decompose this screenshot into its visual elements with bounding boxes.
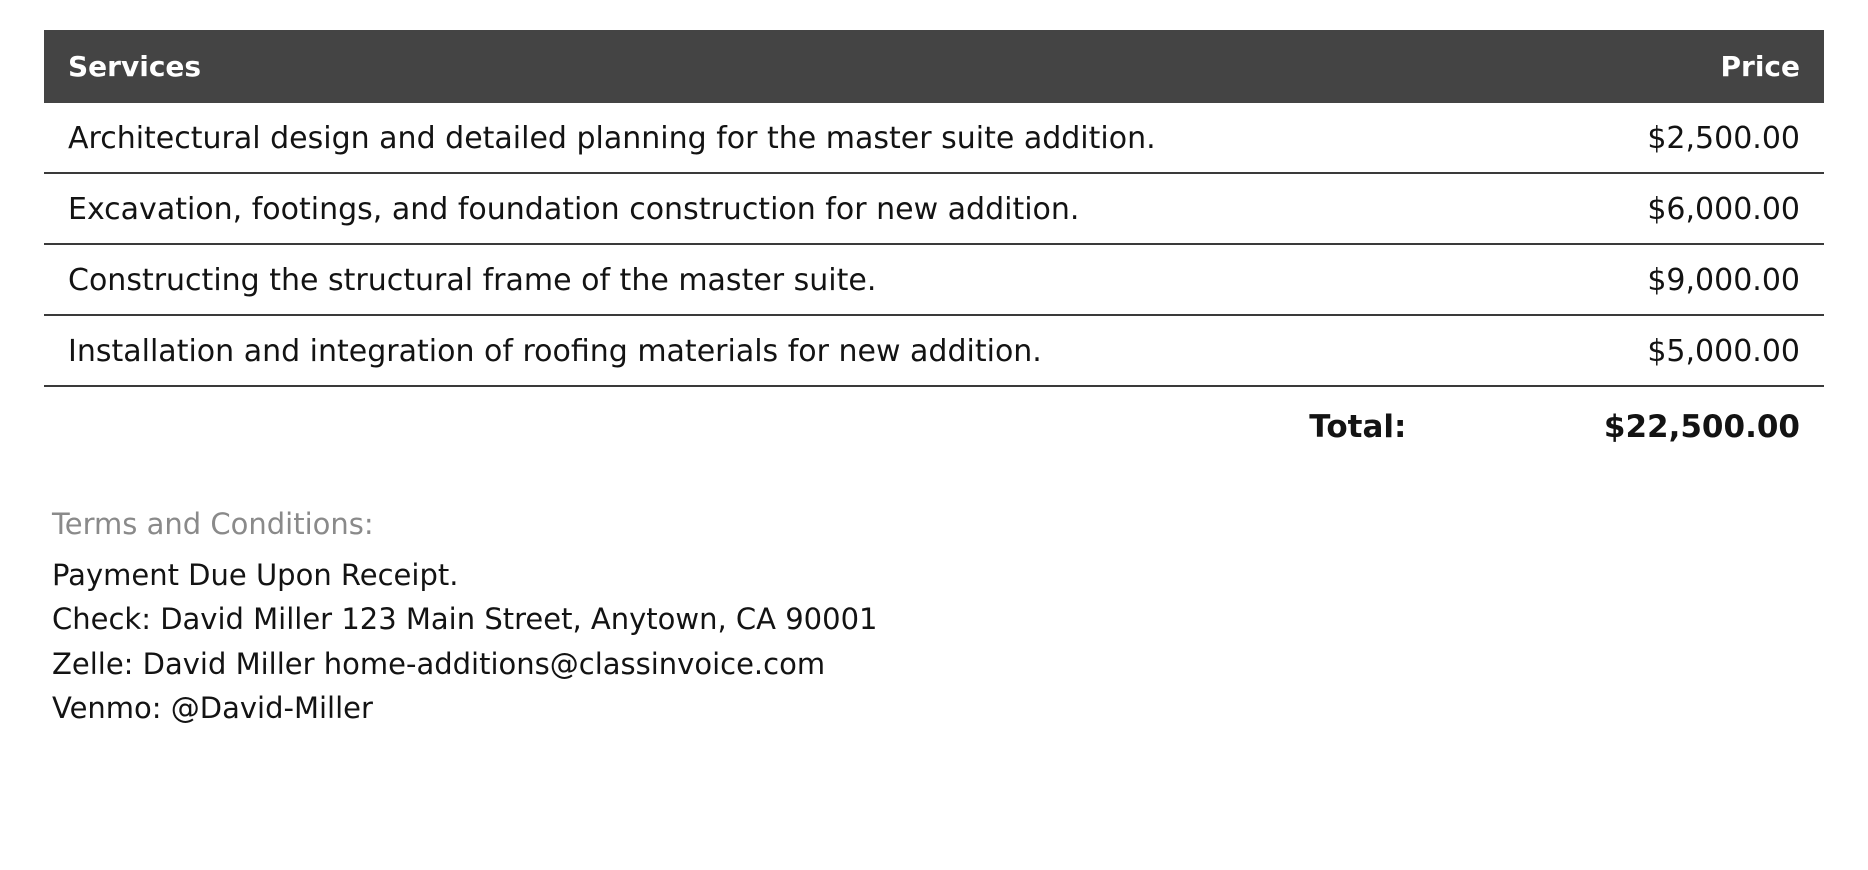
total-value: $22,500.00 — [1603, 409, 1800, 445]
table-row — [44, 103, 1824, 173]
terms-line-payment: Payment Due Upon Receipt. — [52, 558, 459, 592]
service-description: Excavation, footings, and foundation construction for new addition. — [44, 173, 1432, 244]
service-description: Installation and integration of roofing materials for new addition. — [44, 315, 1432, 386]
column-header-price: Price — [1432, 30, 1824, 103]
total-label: Total: — [1309, 409, 1407, 445]
service-price: $5,000.00 — [1432, 315, 1824, 386]
terms-and-conditions-section — [44, 507, 1824, 730]
table-header — [44, 30, 1824, 103]
table-row — [44, 315, 1824, 386]
terms-line-venmo: Venmo: @David-Miller — [52, 691, 373, 726]
service-price: $6,000.00 — [1432, 173, 1824, 244]
service-price: $9,000.00 — [1432, 244, 1824, 315]
service-price: $2,500.00 — [1432, 103, 1824, 173]
table-header-row — [44, 30, 1824, 103]
table-body — [44, 103, 1824, 461]
terms-line-zelle: Zelle: David Miller home-additions@classinvoice.com — [52, 646, 826, 681]
services-table — [44, 30, 1824, 461]
column-header-services: Services — [44, 30, 1432, 103]
terms-heading: Terms and Conditions: — [52, 507, 374, 541]
service-description: Constructing the structural frame of the master suite. — [44, 244, 1432, 315]
table-row — [44, 244, 1824, 315]
total-row — [44, 386, 1824, 461]
table-row — [44, 173, 1824, 244]
terms-line-check: Check: David Miller 123 Main Street, Anytown, CA 90001 — [52, 602, 878, 637]
service-description: Architectural design and detailed planning for the master suite addition. — [44, 103, 1432, 173]
